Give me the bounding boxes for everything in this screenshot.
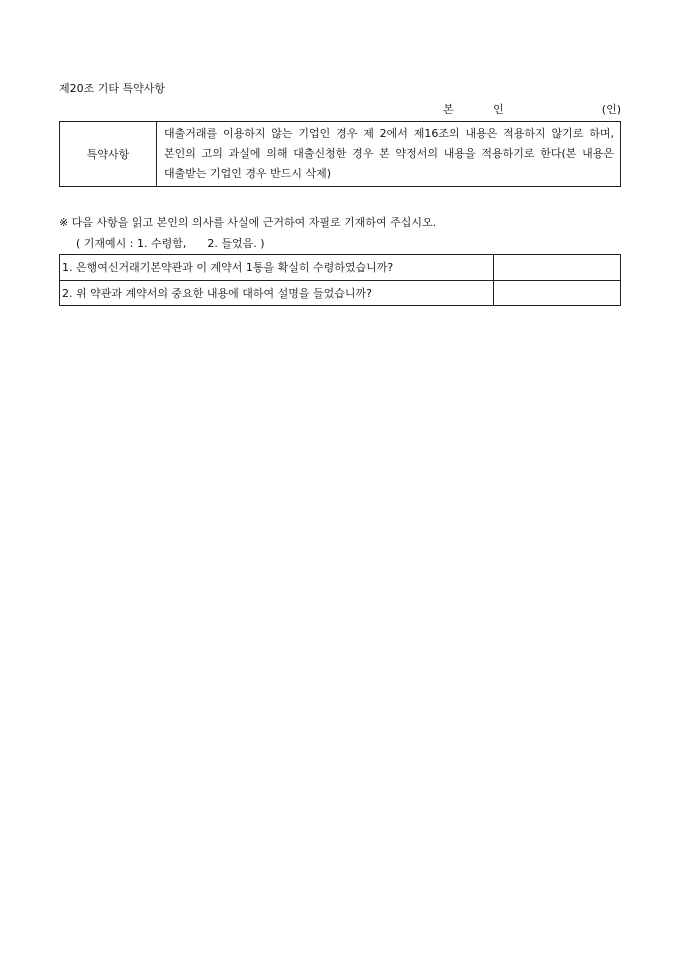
- special-terms-text: 대출거래를 이용하지 않는 기업인 경우 제 2에서 제16조의 내용은 적용하지 않기로 하며, 본인의 고의 과실에 의해 대출신청한 경우 본 약정서의 내용을 적용하기로 한다(본 내용은 대출받는 기업인 경우 반드시 삭제): [157, 122, 621, 187]
- table-row: [60, 280, 621, 306]
- signature-label: 본 인: [443, 103, 522, 116]
- instruction-note: ※ 다음 사항을 읽고 본인의 의사를 사실에 근거하여 자필로 기재하여 주십시오.: [59, 216, 437, 229]
- table-row: [60, 255, 621, 281]
- confirmation-table: [59, 254, 621, 306]
- question-1-answer-cell[interactable]: [494, 255, 621, 281]
- question-1-text: 1. 은행여신거래기본약관과 이 계약서 1통을 확실히 수령하였습니까?: [60, 255, 494, 281]
- signature-line: [59, 101, 621, 115]
- special-terms-table: [59, 121, 621, 187]
- question-2-answer-cell[interactable]: [494, 280, 621, 306]
- special-terms-header: 특약사항: [60, 122, 157, 187]
- seal-mark: (인): [601, 103, 621, 116]
- section-title: 제20조 기타 특약사항: [59, 82, 165, 95]
- question-2-text: 2. 위 약관과 계약서의 중요한 내용에 대하여 설명을 들었습니까?: [60, 280, 494, 306]
- instruction-example: ( 기재예시 : 1. 수령함, 2. 들었음. ): [76, 237, 265, 250]
- special-terms-row: [60, 122, 621, 187]
